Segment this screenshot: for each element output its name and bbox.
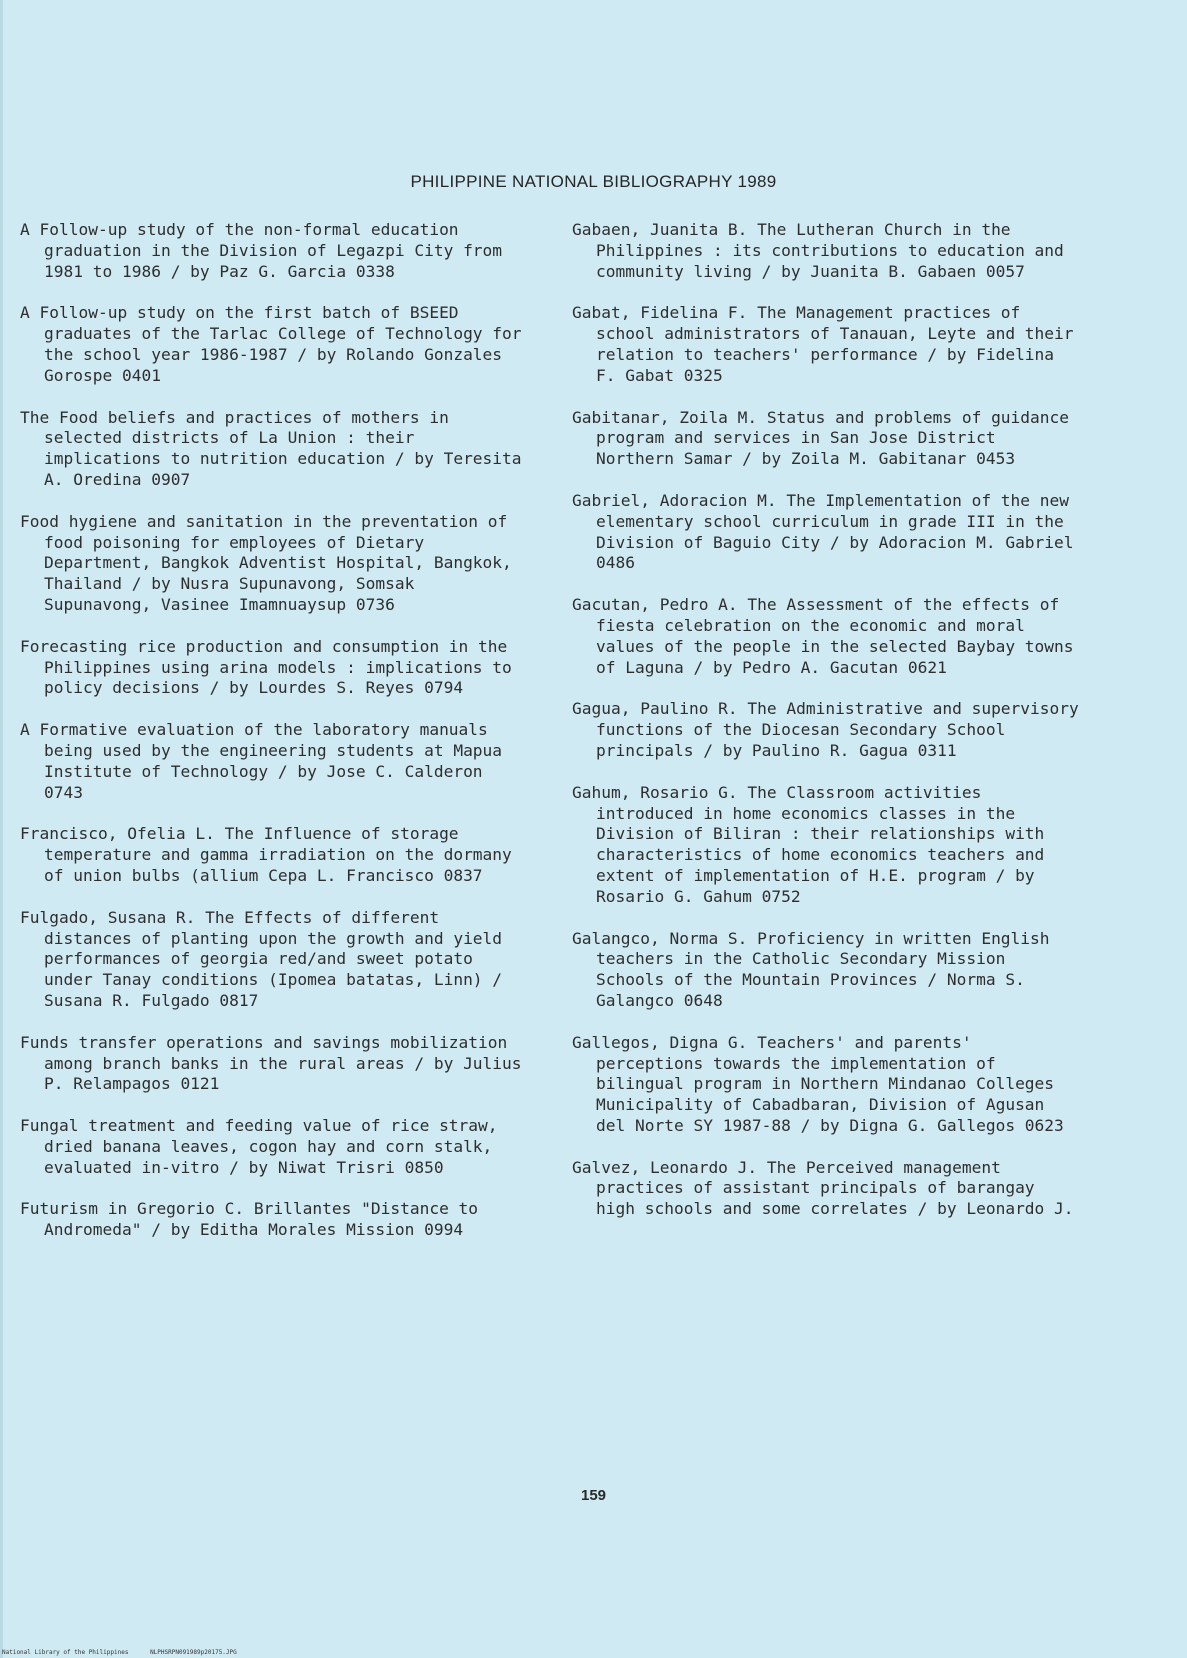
bibliography-entry: Gahum, Rosario G. The Classroom activities introduced in home economics classes in the Division of Biliran : their relationships with characteristics of home economics teachers and extent of implementation of H.E. program / by Rosario G. Gahum 0752 xyxy=(572,782,1045,906)
bibliography-entry: Francisco, Ofelia L. The Influence of storage temperature and gamma irradiation on the dormany of union bulbs (allium Cepa L. Francisco 0837 xyxy=(20,824,512,885)
footer-library: National Library of the Philippines xyxy=(2,1649,129,1656)
bibliography-entry: Fulgado, Susana R. The Effects of different distances of planting upon the growth and yield performances of georgia red/and sweet potato under Tanay conditions (Ipomea batatas, Linn) / Susana R. Fulgado 0817 xyxy=(20,907,503,1010)
bibliography-entry: A Follow-up study on the first batch of BSEED graduates of the Tarlac College of Technology for the school year 1986-1987 / by Rolando Gonzales Gorospe 0401 xyxy=(20,303,522,385)
bibliography-entry: Gabriel, Adoracion M. The Implementation of the new elementary school curriculum in grade III in the Division of Baguio City / by Adoracion M. Gabriel 0486 xyxy=(572,490,1074,573)
bibliography-entry: The Food beliefs and practices of mothers in selected districts of La Union : their implications to nutrition education / by Teresita A. Oredina 0907 xyxy=(20,407,522,489)
bibliography-entry: Forecasting rice production and consumption in the Philippines using arina models : implications to policy decisions / by Lourdes S. Reyes 0794 xyxy=(20,636,512,698)
page-number: 159 xyxy=(580,1487,607,1504)
scan-edge-shadow xyxy=(0,0,3,1658)
bibliography-entry: Funds transfer operations and savings mobilization among branch banks in the rural areas / by Julius P. Relampagos 0121 xyxy=(20,1032,522,1094)
scan-footer xyxy=(2,1649,237,1656)
bibliography-entry: Futurism in Gregorio C. Brillantes "Distance to Andromeda" / by Editha Morales Mission 0994 xyxy=(20,1199,479,1240)
bibliography-entry: Food hygiene and sanitation in the preventation of food poisoning for employees of Dietary Department, Bangkok Adventist Hospital, Bangkok, Thailand / by Nusra Supunavong, Somsak Supunavong, Vasinee Imamnuaysup 0736 xyxy=(20,511,512,614)
left-column xyxy=(20,220,530,1262)
bibliography-entry: Gabaen, Juanita B. The Lutheran Church in the Philippines : its contributions to education and community living / by Juanita B. Gabaen 0057 xyxy=(572,220,1064,281)
footer-filename: NLPHSRPN091989p20175.JPG xyxy=(150,1649,237,1656)
bibliography-entry: Gallegos, Digna G. Teachers' and parents' perceptions towards the implementation of bilingual program in Northern Mindanao Colleges Municipality of Cabadbaran, Division of Agusan del Norte SY 1987-88 / by Digna G. Gallegos 0623 xyxy=(572,1032,1064,1135)
bibliography-entry: Gacutan, Pedro A. The Assessment of the effects of fiesta celebration on the economic and moral values of the people in the selected Baybay towns of Laguna / by Pedro A. Gacutan 0621 xyxy=(572,595,1074,677)
page-title: PHILIPPINE NATIONAL BIBLIOGRAPHY 1989 xyxy=(410,172,777,191)
bibliography-entry: A Formative evaluation of the laboratory manuals being used by the engineering students at Mapua Institute of Technology / by Jose C. Calderon 0743 xyxy=(20,720,503,802)
bibliography-entry: Galvez, Leonardo J. The Perceived management practices of assistant principals of barangay high schools and some correlates / by Leonardo J. xyxy=(572,1157,1074,1219)
right-column xyxy=(572,220,1082,1241)
bibliography-entry: A Follow-up study of the non-formal education graduation in the Division of Legazpi City from 1981 to 1986 / by Paz G. Garcia 0338 xyxy=(20,220,503,281)
bibliography-entry: Fungal treatment and feeding value of rice straw, dried banana leaves, cogon hay and corn stalk, evaluated in-vitro / by Niwat Trisri 0850 xyxy=(20,1116,498,1177)
bibliography-entry: Galangco, Norma S. Proficiency in written English teachers in the Catholic Secondary Mission Schools of the Mountain Provinces / Norma S. Galangco 0648 xyxy=(572,928,1050,1010)
bibliography-entry: Gabat, Fidelina F. The Management practices of school administrators of Tanauan, Leyte and their relation to teachers' performance / by Fidelina F. Gabat 0325 xyxy=(572,303,1074,385)
bibliography-entry: Gabitanar, Zoila M. Status and problems of guidance program and services in San Jose District Northern Samar / by Zoila M. Gabitanar 0453 xyxy=(572,407,1070,469)
bibliography-entry: Gagua, Paulino R. The Administrative and supervisory functions of the Diocesan Secondary School principals / by Paulino R. Gagua 0311 xyxy=(572,699,1079,760)
